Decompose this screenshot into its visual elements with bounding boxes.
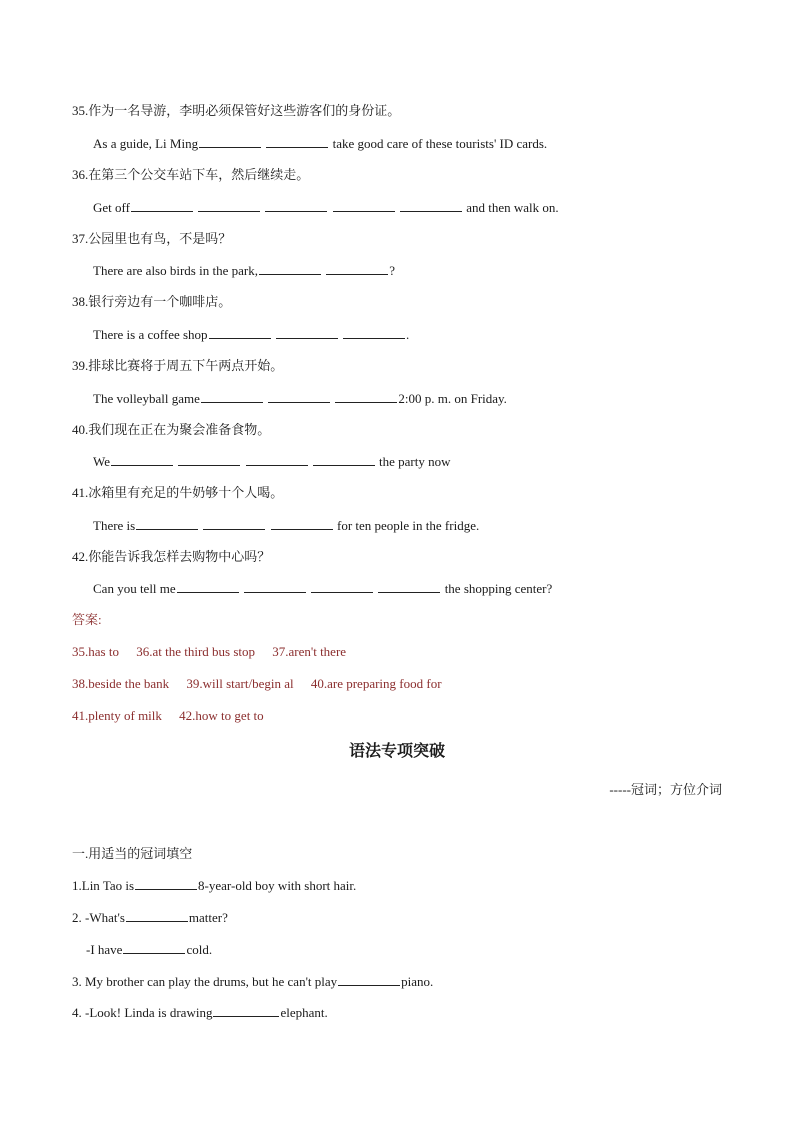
blank[interactable]	[198, 199, 260, 212]
exercise-1: 1.Lin Tao is 8-year-old boy with short hair.	[72, 878, 357, 893]
question-zh: 35.作为一名导游，李明必须保管好这些游客们的身份证。	[72, 103, 401, 118]
blank[interactable]	[123, 941, 185, 954]
answer-line: The volleyball game 2:00 p. m. on Friday.	[93, 391, 507, 406]
blank[interactable]	[177, 580, 239, 593]
blank[interactable]	[378, 580, 440, 593]
blank[interactable]	[135, 877, 197, 890]
answers-label: 答案:	[72, 612, 102, 627]
exercise-2b: -I have cold.	[86, 942, 213, 957]
blank[interactable]	[333, 199, 395, 212]
blank[interactable]	[268, 390, 330, 403]
blank[interactable]	[400, 199, 462, 212]
blank[interactable]	[311, 580, 373, 593]
blank[interactable]	[203, 517, 265, 530]
blank[interactable]	[259, 262, 321, 275]
answers-row	[72, 644, 360, 660]
blank[interactable]	[131, 199, 193, 212]
blank[interactable]	[126, 909, 188, 922]
blank[interactable]	[201, 390, 263, 403]
blank[interactable]	[244, 580, 306, 593]
blank[interactable]	[343, 326, 405, 339]
section-title: 语法专项突破	[348, 743, 445, 760]
blank[interactable]	[199, 135, 261, 148]
answers-row	[72, 676, 456, 692]
blank[interactable]	[338, 973, 400, 986]
answer-35: 35.has to	[72, 644, 119, 659]
section-subtitle: -----冠词；方位介词	[609, 782, 722, 797]
blank[interactable]	[266, 135, 328, 148]
answer-line: There are also birds in the park, ?	[93, 263, 395, 278]
blank[interactable]	[136, 517, 198, 530]
answer-38: 38.beside the bank	[72, 676, 170, 691]
blank[interactable]	[326, 262, 388, 275]
blank[interactable]	[209, 326, 271, 339]
blank[interactable]	[271, 517, 333, 530]
blank[interactable]	[213, 1004, 279, 1017]
answer-line: We the party now	[93, 454, 451, 469]
exercise-2a: 2. -What's matter?	[72, 910, 228, 925]
question-zh: 41.冰箱里有充足的牛奶够十个人喝。	[72, 485, 284, 500]
blank[interactable]	[111, 453, 173, 466]
answer-42: 42.how to get to	[179, 708, 264, 723]
question-zh: 36.在第三个公交车站下车，然后继续走。	[72, 167, 310, 182]
answer-line: There is a coffee shop .	[93, 327, 410, 342]
question-zh: 42.你能告诉我怎样去购物中心吗？	[72, 549, 271, 564]
answer-line: There is for ten people in the fridge.	[93, 518, 480, 533]
question-zh: 38.银行旁边有一个咖啡店。	[72, 294, 232, 309]
question-zh: 40.我们现在正在为聚会准备食物。	[72, 422, 271, 437]
answer-40: 40.are preparing food for	[310, 676, 442, 691]
answers-row	[72, 708, 278, 724]
answer-37: 37.aren't there	[272, 644, 347, 659]
question-zh: 39.排球比赛将于周五下午两点开始。	[72, 358, 284, 373]
blank[interactable]	[313, 453, 375, 466]
exercise-4: 4. -Look! Linda is drawing elephant.	[72, 1005, 328, 1020]
answer-line: Get off and then walk on.	[93, 200, 559, 215]
exercise-3: 3. My brother can play the drums, but he can't play piano.	[72, 974, 434, 989]
answer-line: Can you tell me the shopping center?	[93, 581, 553, 596]
answer-41: 41.plenty of milk	[72, 708, 162, 723]
blank[interactable]	[276, 326, 338, 339]
blank[interactable]	[178, 453, 240, 466]
answer-39: 39.will start/begin al	[186, 676, 294, 691]
answer-line: As a guide, Li Ming take good care of these tourists' ID cards.	[93, 136, 548, 151]
blank[interactable]	[335, 390, 397, 403]
part-heading: 一.用适当的冠词填空	[72, 846, 193, 861]
question-zh: 37.公园里也有鸟，不是吗？	[72, 231, 232, 246]
blank[interactable]	[265, 199, 327, 212]
blank[interactable]	[246, 453, 308, 466]
answer-36: 36.at the third bus stop	[136, 644, 255, 659]
